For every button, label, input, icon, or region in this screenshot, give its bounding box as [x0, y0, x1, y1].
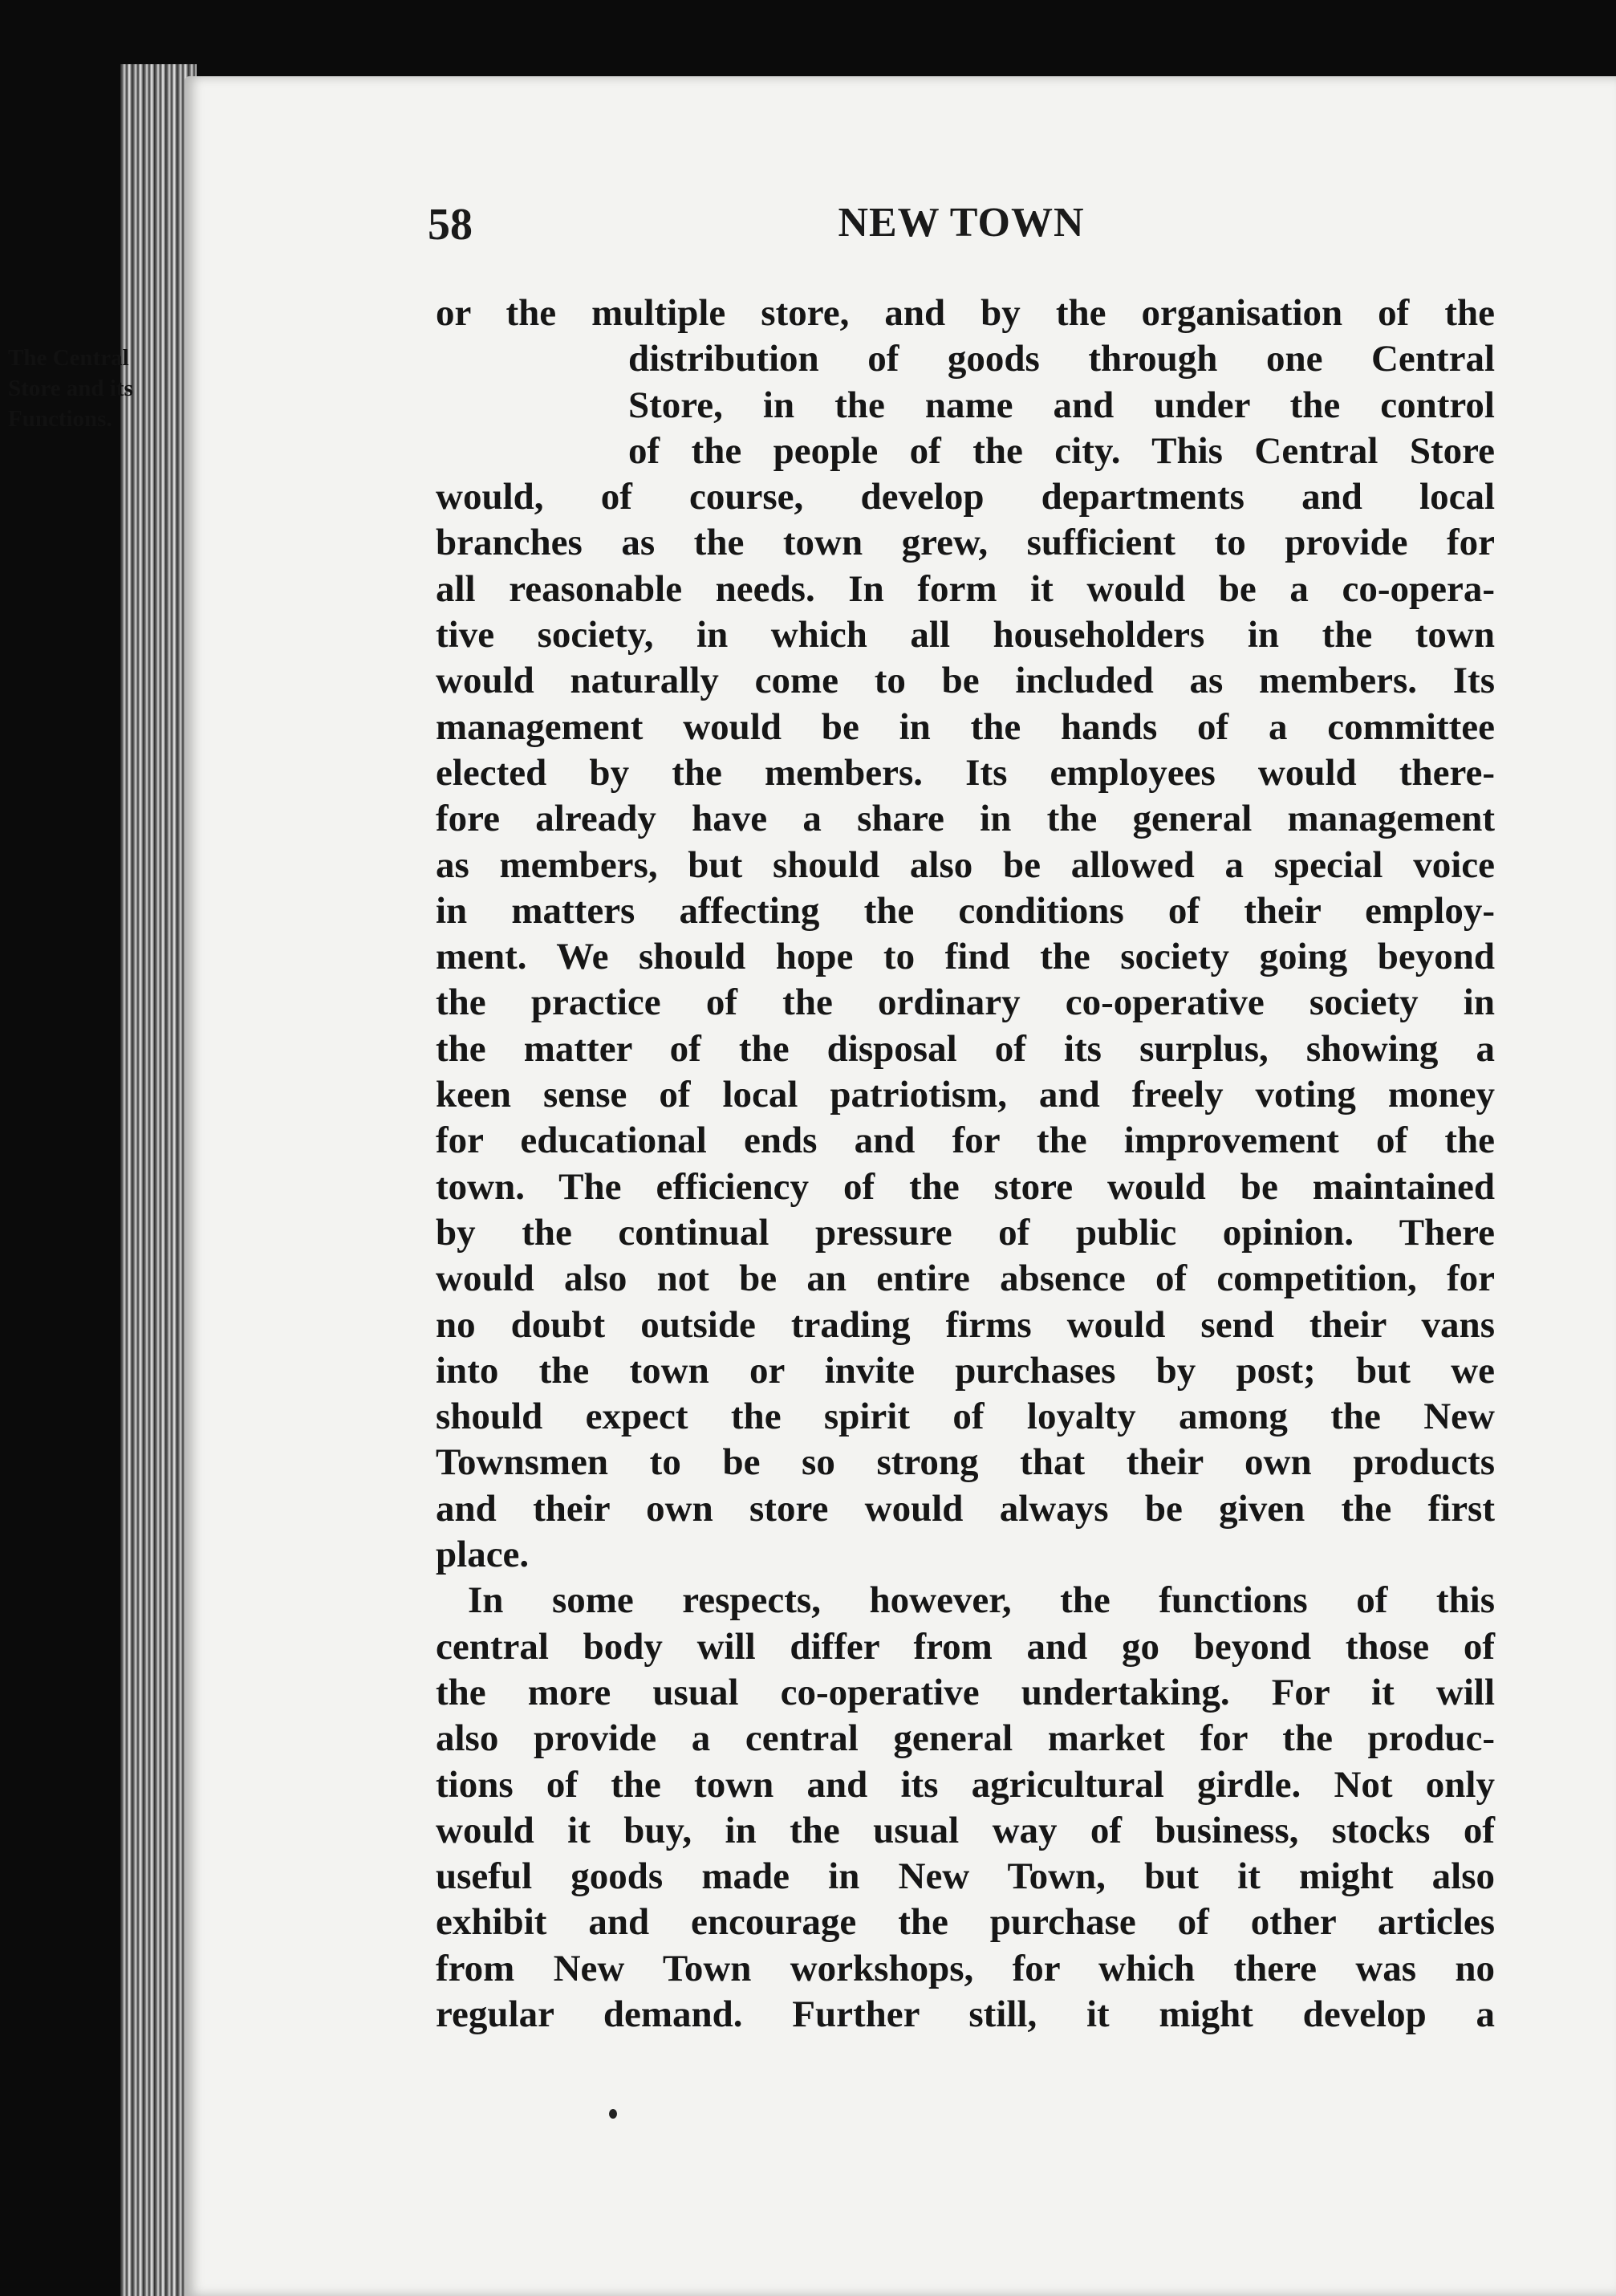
- page-number: 58: [428, 200, 473, 250]
- text-line: useful goods made in New Town, but it might also: [436, 1855, 1495, 1898]
- text-line: would, of course, develop departments and local: [436, 476, 1495, 518]
- ink-speck: [609, 2109, 617, 2119]
- margin-note-line: The Central: [8, 345, 129, 371]
- text-line: tive society, in which all householders in the town: [436, 614, 1495, 656]
- body-text: [436, 291, 1495, 2038]
- text-line: the more usual co-operative undertaking. For it will: [436, 1671, 1495, 1713]
- text-line: also provide a central general market for the produc-: [436, 1717, 1495, 1760]
- margin-note: [8, 343, 201, 434]
- text-line: as members, but should also be allowed a special voice: [436, 843, 1495, 886]
- text-line: Townsmen to be so strong that their own products: [436, 1441, 1495, 1484]
- text-line: into the town or invite purchases by post; but we: [436, 1349, 1495, 1392]
- text-line: of the people of the city. This Central Store: [628, 429, 1495, 472]
- text-line: exhibit and encourage the purchase of other articles: [436, 1901, 1495, 1944]
- text-line: would naturally come to be included as members. Its: [436, 660, 1495, 702]
- text-line: tions of the town and its agricultural girdle. Not only: [436, 1763, 1495, 1806]
- text-line: would also not be an entire absence of competition, for: [436, 1258, 1495, 1300]
- text-line: or the multiple store, and by the organisation of the: [436, 292, 1495, 334]
- text-line: regular demand. Further still, it might develop a: [436, 1993, 1495, 2035]
- text-line: central body will differ from and go beyond those of: [436, 1625, 1495, 1668]
- text-line: town. The efficiency of the store would be maintained: [436, 1165, 1495, 1208]
- text-line: In some respects, however, the functions of this: [468, 1579, 1495, 1622]
- text-line: from New Town workshops, for which there was no: [436, 1947, 1495, 1989]
- text-line: and their own store would always be given the first: [436, 1487, 1495, 1530]
- text-line: keen sense of local patriotism, and freely voting money: [436, 1074, 1495, 1116]
- text-line: Store, in the name and under the control: [628, 384, 1495, 426]
- running-title: NEW TOWN: [838, 200, 1085, 246]
- text-line: the matter of the disposal of its surplus, showing a: [436, 1027, 1495, 1070]
- text-line: for educational ends and for the improvement of the: [436, 1120, 1495, 1162]
- text-line: ment. We should hope to find the society going beyond: [436, 936, 1495, 978]
- margin-note-line: Functions.: [8, 406, 112, 432]
- text-line: should expect the spirit of loyalty among the New: [436, 1396, 1495, 1438]
- text-line: fore already have a share in the general management: [436, 798, 1495, 840]
- page-header: [428, 199, 1495, 255]
- text-line: all reasonable needs. In form it would be a co-opera-: [436, 567, 1495, 610]
- text-line: in matters affecting the conditions of their employ-: [436, 889, 1495, 932]
- text-line: place.: [436, 1534, 530, 1576]
- text-line: the practice of the ordinary co-operative society in: [436, 981, 1495, 1024]
- text-line: elected by the members. Its employees would there-: [436, 751, 1495, 794]
- text-line: by the continual pressure of public opinion. There: [436, 1211, 1495, 1254]
- text-line: branches as the town grew, sufficient to provide for: [436, 522, 1495, 564]
- text-line: management would be in the hands of a committee: [436, 705, 1495, 748]
- text-line: would it buy, in the usual way of business, stocks of: [436, 1809, 1495, 1851]
- text-line: no doubt outside trading firms would send their vans: [436, 1303, 1495, 1346]
- margin-note-line: Store and its: [8, 376, 133, 401]
- text-line: distribution of goods through one Central: [628, 338, 1495, 380]
